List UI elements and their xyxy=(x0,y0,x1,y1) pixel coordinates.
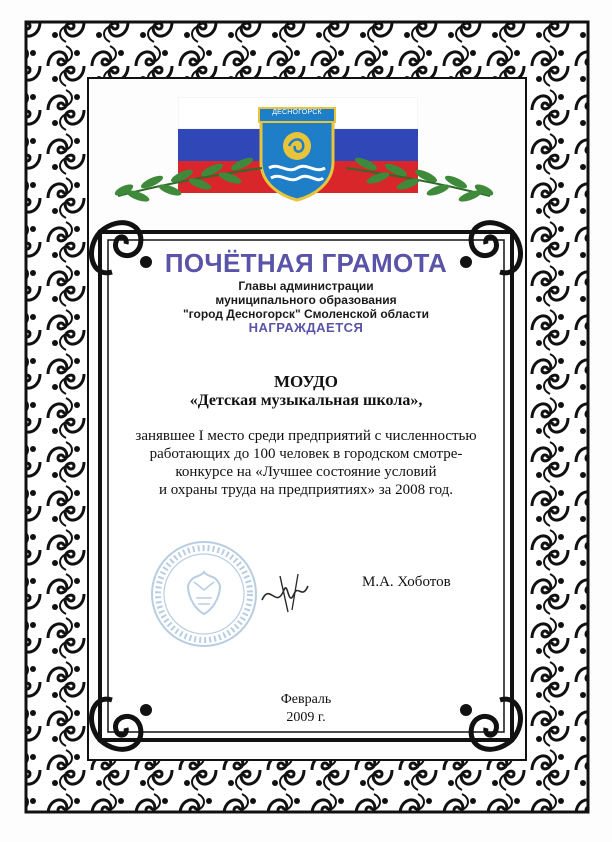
official-stamp xyxy=(148,538,260,650)
recipient-abbreviation: МОУДО xyxy=(274,372,338,391)
reason-line-1: занявшее I место среди предприятий с численностью xyxy=(135,428,477,444)
issuer-line-2: муниципального образования xyxy=(215,293,397,307)
reason-line-3: конкурсе на «Лучшее состояние условий xyxy=(175,464,437,480)
date-month: Февраль xyxy=(280,692,332,707)
emblem-city-label: ДЕСНОГОРСК xyxy=(272,109,322,116)
date-year: 2009 г. xyxy=(286,710,326,725)
reason-line-4: и охраны труда на предприятиях» за 2008 год. xyxy=(158,482,454,498)
reason-line-2: работающих до 100 человек в городском смотре- xyxy=(149,446,463,462)
issuer-line-1: Главы администрации xyxy=(238,279,374,293)
awarded-label: НАГРАЖДАЕТСЯ xyxy=(248,320,364,335)
right-laurel-branch xyxy=(336,148,496,204)
handwritten-signature xyxy=(258,570,318,616)
recipient-name: «Детская музыкальная школа», xyxy=(189,392,423,409)
signer-name: М.А. Хоботов xyxy=(362,574,451,590)
left-laurel-branch xyxy=(112,148,272,204)
certificate-title: ПОЧЁТНАЯ ГРАМОТА xyxy=(164,248,448,278)
issuer-line-3: "город Десногорск" Смоленской области xyxy=(182,307,429,321)
